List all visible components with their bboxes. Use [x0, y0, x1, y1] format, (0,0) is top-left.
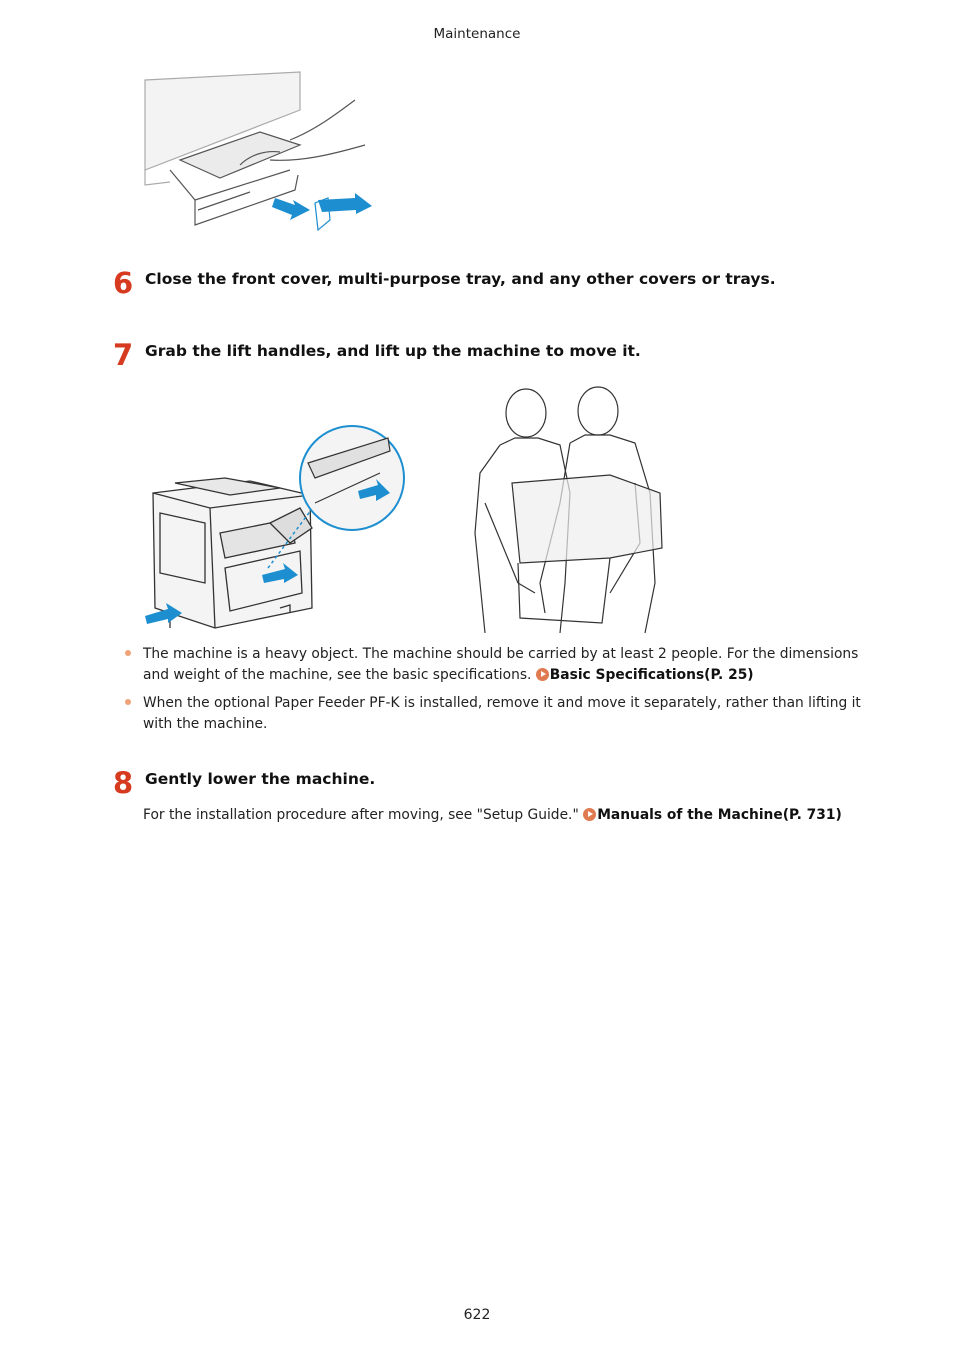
lift-illustration [140, 383, 700, 636]
page-number: 622 [463, 1307, 491, 1323]
step-title: Gently lower the machine. [145, 770, 376, 788]
drawer-illustration [140, 70, 380, 235]
bullet-dot-icon [125, 650, 131, 656]
body-text: For the installation procedure after moving, see "Setup Guide." [143, 807, 584, 823]
list-item [122, 693, 882, 735]
list-item [122, 644, 882, 686]
step-number: 8 [113, 766, 134, 800]
link-arrow-icon [536, 668, 549, 681]
step-title: Close the front cover, multi-purpose tray, and any other covers or trays. [145, 270, 776, 288]
notes-list [122, 644, 882, 742]
basic-specifications-link[interactable] [536, 667, 754, 683]
note-text: When the optional Paper Feeder PF-K is installed, remove it and move it separately, rather than lifting it with the machine. [143, 695, 861, 732]
link-label[interactable]: Basic Specifications(P. 25) [549, 667, 754, 683]
page-header: Maintenance [433, 26, 521, 42]
manuals-link[interactable] [583, 807, 842, 823]
step-number: 6 [113, 266, 134, 300]
step-title: Grab the lift handles, and lift up the machine to move it. [145, 342, 641, 360]
link-label[interactable]: Manuals of the Machine(P. 731) [597, 807, 842, 823]
step-8-body [143, 805, 842, 826]
link-arrow-icon [583, 808, 596, 821]
step-8 [113, 768, 375, 798]
note-text: The machine is a heavy object. The machine should be carried by at least 2 people. For the dimensions and weight of the machine, see the basic specifications. [143, 646, 859, 683]
step-6 [113, 268, 776, 298]
step-7 [113, 340, 641, 370]
step-number: 7 [113, 338, 134, 372]
bullet-dot-icon [125, 699, 131, 705]
